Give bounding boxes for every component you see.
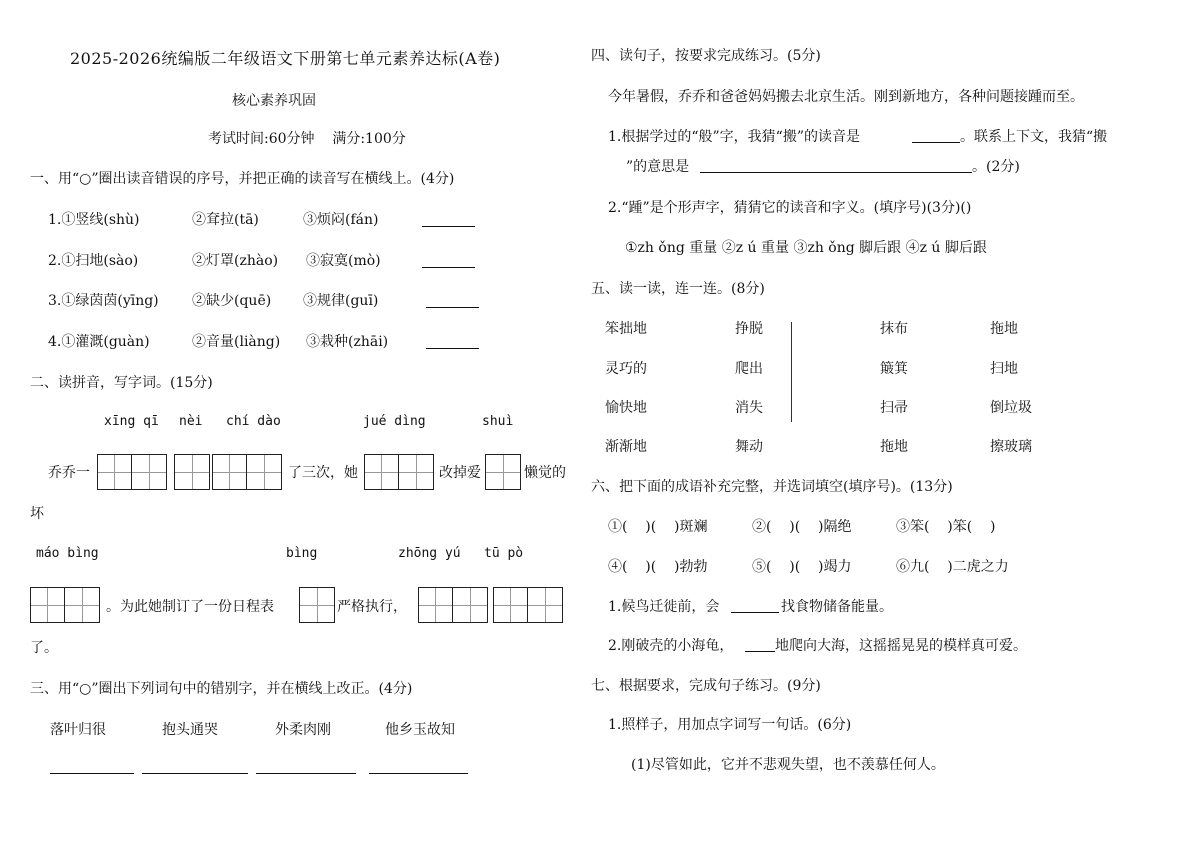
s1-row-1-item-3: ③烦闷(fán)	[303, 212, 379, 228]
s7-example: (1)尽管如此，它并不悲观失望，也不羡慕任何人。	[631, 757, 945, 773]
s4-q1-part-d: 。(2分)	[972, 159, 1020, 175]
section-6-heading: 六、把下面的成语补充完整，并选词填空(填序号)。(13分)	[591, 479, 953, 495]
s1-row-4-item-3: ③栽种(zhāi)	[306, 334, 389, 350]
pinyin-shui: shuì	[482, 414, 514, 429]
s4-q1-blank-meaning[interactable]	[700, 172, 972, 173]
tianzige-jueding[interactable]	[364, 454, 434, 490]
s6-q1-part-a: 1.候鸟迁徙前，会	[608, 599, 720, 615]
s2-line1-text-2: 了三次，她	[288, 465, 358, 481]
s1-row-2-item-3: ③寂寞(mò)	[306, 253, 381, 269]
pinyin-chidao: chí dào	[226, 414, 281, 429]
s5-col1-item-3[interactable]: 愉快地	[605, 400, 647, 416]
s3-answer-line-1[interactable]	[50, 773, 134, 774]
s6-q2-part-a: 2.刚破壳的小海龟，	[608, 638, 734, 654]
s1-row-3-item-3: ③规律(guī)	[303, 293, 379, 309]
section-2-heading: 二、读拼音，写字词。(15分)	[30, 375, 213, 391]
section-5-heading: 五、读一读，连一连。(8分)	[591, 281, 765, 297]
s6-idiom-4: ④( )( )勃勃	[608, 559, 708, 575]
s4-q1-part-b: 。联系上下文，我猜“搬	[960, 129, 1108, 145]
s1-answer-line-3[interactable]	[426, 307, 479, 308]
s4-q1-blank-pronunciation[interactable]	[912, 142, 960, 143]
s5-col1-item-4[interactable]: 渐渐地	[605, 439, 647, 455]
s3-word-3: 外柔肉刚	[275, 722, 331, 738]
s6-idiom-3: ③笨( )笨( )	[896, 519, 996, 535]
tianzige-bing[interactable]	[299, 587, 335, 623]
pinyin-tupo: tū pò	[484, 546, 524, 561]
tianzige-chidao[interactable]	[212, 454, 282, 490]
s5-divider	[791, 322, 792, 422]
s1-row-4-item-1: 4.①灌溉(guàn)	[48, 334, 150, 350]
s6-idiom-1: ①( )( )斑斓	[608, 519, 708, 535]
pinyin-xingqi: xīng qī	[104, 414, 159, 429]
s1-row-4-item-2: ②音量(liàng)	[192, 334, 281, 350]
s2-line1-text-3: 改掉爱	[439, 465, 481, 481]
exam-info: 考试时间:60分钟 满分:100分	[208, 131, 406, 147]
s4-q1-part-a: 1.根据学过的“般”字，我猜“搬”的读音是	[608, 129, 860, 145]
s2-line1-text-4: 懒觉的	[524, 465, 566, 481]
s1-row-2-item-2: ②灯罩(zhào)	[192, 253, 279, 269]
s2-line1-text-1: 乔乔一	[48, 465, 90, 481]
s6-idiom-6: ⑥九( )二虎之力	[896, 559, 1009, 575]
s6-idiom-2: ②( )( )隔绝	[752, 519, 852, 535]
pinyin-zhongyu: zhōng yú	[398, 546, 461, 561]
s1-answer-line-4[interactable]	[426, 348, 479, 349]
s6-q2-part-b: 地爬向大海，这摇摇晃晃的模样真可爱。	[775, 638, 1027, 654]
s5-col3-item-3[interactable]: 扫帚	[880, 400, 908, 416]
section-7-heading: 七、根据要求，完成句子练习。(9分)	[591, 678, 821, 694]
pinyin-maobing: máo bìng	[36, 546, 99, 561]
pinyin-bing: bìng	[286, 546, 318, 561]
s1-row-3-item-2: ②缺少(quē)	[192, 293, 272, 309]
s1-row-3-item-1: 3.①绿茵茵(yīng)	[48, 293, 159, 309]
s2-line1-wrap: 坏	[30, 506, 44, 522]
s2-line2-text-1: 。为此她制订了一份日程表	[106, 599, 274, 615]
s3-answer-line-3[interactable]	[256, 773, 356, 774]
exam-subtitle: 核心素养巩固	[232, 93, 316, 109]
s5-col2-item-2[interactable]: 爬出	[735, 361, 763, 377]
s1-answer-line-2[interactable]	[422, 267, 475, 268]
section-3-heading: 三、用“○”圈出下列词句中的错别字，并在横线上改正。(4分)	[30, 681, 413, 697]
s5-col2-item-3[interactable]: 消失	[735, 400, 763, 416]
s5-col2-item-4[interactable]: 舞动	[735, 439, 763, 455]
s6-q1-blank[interactable]	[731, 612, 779, 613]
s5-col2-item-1[interactable]: 挣脱	[735, 321, 763, 337]
tianzige-shui[interactable]	[485, 454, 521, 490]
tianzige-zhongyu[interactable]	[418, 587, 488, 623]
s5-col3-item-4[interactable]: 拖地	[880, 439, 908, 455]
s1-row-2-item-1: 2.①扫地(sào)	[48, 253, 139, 269]
s5-col1-item-2[interactable]: 灵巧的	[605, 361, 647, 377]
s1-row-1-item-2: ②耷拉(tā)	[192, 212, 259, 228]
s7-q1: 1.照样子，用加点字词写一句话。(6分)	[608, 717, 852, 733]
s6-q1-part-b: 找食物储备能量。	[781, 599, 893, 615]
s3-word-1: 落叶归很	[50, 722, 106, 738]
s2-line2-wrap: 了。	[30, 640, 58, 656]
s3-word-4: 他乡玉故知	[385, 722, 455, 738]
s5-col4-item-1[interactable]: 拖地	[990, 321, 1018, 337]
s3-answer-line-4[interactable]	[369, 773, 468, 774]
s1-row-1-item-1: 1.①竖线(shù)	[48, 212, 140, 228]
tianzige-maobing[interactable]	[30, 587, 100, 623]
s5-col4-item-4[interactable]: 擦玻璃	[990, 439, 1032, 455]
tianzige-nei[interactable]	[174, 454, 210, 490]
s4-options: ①zh ǒng 重量 ②z ú 重量 ③zh ǒng 脚后跟 ④z ú 脚后跟	[625, 240, 987, 256]
s5-col1-item-1[interactable]: 笨拙地	[605, 321, 647, 337]
exam-title: 2025-2026统编版二年级语文下册第七单元素养达标(A卷)	[70, 49, 501, 68]
s5-col4-item-2[interactable]: 扫地	[990, 361, 1018, 377]
pinyin-nei: nèi	[179, 414, 203, 429]
tianzige-xingqi[interactable]	[97, 454, 167, 490]
s4-q1-part-c: ”的意思是	[626, 159, 690, 175]
s5-col4-item-3[interactable]: 倒垃圾	[990, 400, 1032, 416]
pinyin-jueding: jué dìng	[363, 414, 426, 429]
s3-answer-line-2[interactable]	[142, 773, 248, 774]
s4-q2: 2.“踵”是个形声字，猜猜它的读音和字义。(填序号)(3分)()	[608, 200, 972, 216]
section-1-heading: 一、用“○”圈出读音错误的序号，并把正确的读音写在横线上。(4分)	[30, 171, 455, 187]
s2-line2-text-2: 严格执行，	[337, 599, 407, 615]
tianzige-tupo[interactable]	[493, 587, 563, 623]
section-4-heading: 四、读句子，按要求完成练习。(5分)	[591, 48, 821, 64]
s6-idiom-5: ⑤( )( )竭力	[752, 559, 852, 575]
s5-col3-item-1[interactable]: 抹布	[880, 321, 908, 337]
s4-passage: 今年暑假，乔乔和爸爸妈妈搬去北京生活。刚到新地方，各种问题接踵而至。	[608, 89, 1084, 105]
s1-answer-line-1[interactable]	[422, 226, 475, 227]
s3-word-2: 抱头通哭	[162, 722, 218, 738]
s6-q2-blank[interactable]	[745, 651, 775, 652]
s5-col3-item-2[interactable]: 簸箕	[880, 361, 908, 377]
